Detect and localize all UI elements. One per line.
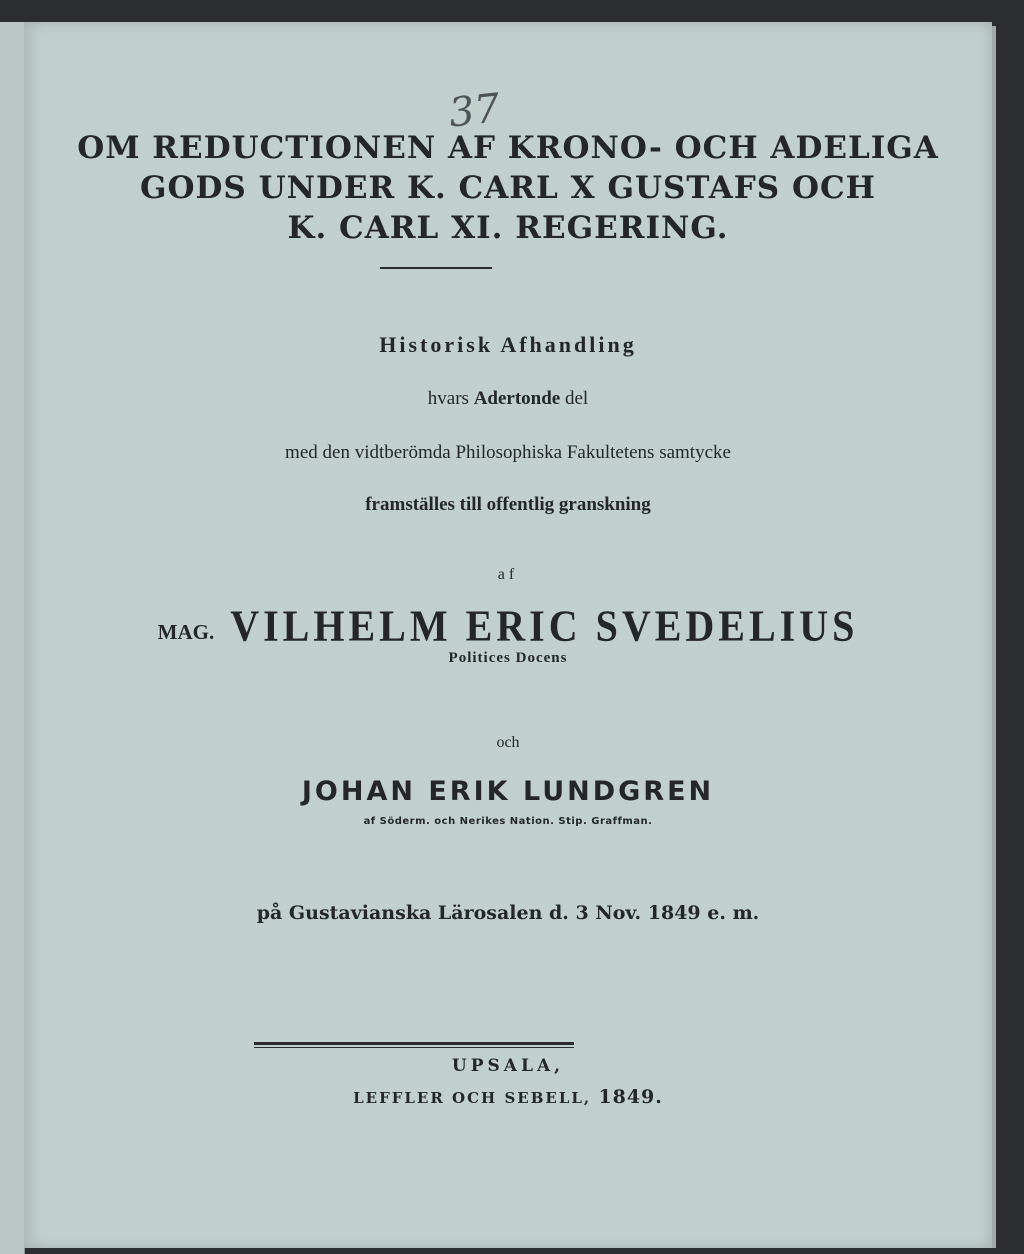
subtitle: Historisk Afhandling — [379, 332, 637, 357]
date-line: på Gustavianska Lärosalen d. 3 Nov. 1849 e. m. — [256, 902, 760, 924]
coauthor-name: JOHAN ERIK LUNDGREN — [301, 776, 715, 807]
consent-line: med den vidtberömda Philosophiska Fakultetens samtycke — [285, 442, 731, 463]
part-line — [24, 388, 992, 410]
imprint-divider — [254, 1042, 574, 1048]
title-line-1: OM REDUCTIONEN AF KRONO- OCH ADELIGA — [77, 130, 939, 166]
title-line-2: GODS UNDER K. CARL X GUSTAFS OCH — [140, 170, 876, 206]
part-name: Adertonde — [473, 388, 561, 409]
author-name: VILHELM ERIC SVEDELIUS — [230, 600, 859, 651]
coauthor-note: af Söderm. och Nerikes Nation. Stip. Graffman. — [363, 816, 653, 827]
author-prefix: MAG. — [157, 620, 215, 644]
handwritten-page-number: 37 — [446, 85, 503, 137]
imprint-printer: LEFFLER OCH SEBELL, — [353, 1089, 592, 1107]
imprint-printer-line — [24, 1086, 992, 1108]
af-line: af — [497, 566, 519, 583]
part-suffix: del — [565, 388, 589, 409]
previous-page-edge — [0, 22, 25, 1254]
title-line-3: K. CARL XI. REGERING. — [287, 210, 729, 246]
title-divider — [380, 267, 492, 269]
part-prefix: hvars — [427, 388, 469, 409]
imprint-year: 1849. — [598, 1086, 663, 1108]
author-line — [24, 602, 992, 649]
presented-line: framställes till offentlig granskning — [365, 494, 651, 515]
imprint-city: UPSALA, — [451, 1056, 565, 1076]
och-line: och — [496, 734, 520, 751]
title-page — [24, 22, 992, 1248]
author-role: Politices Docens — [448, 650, 568, 666]
